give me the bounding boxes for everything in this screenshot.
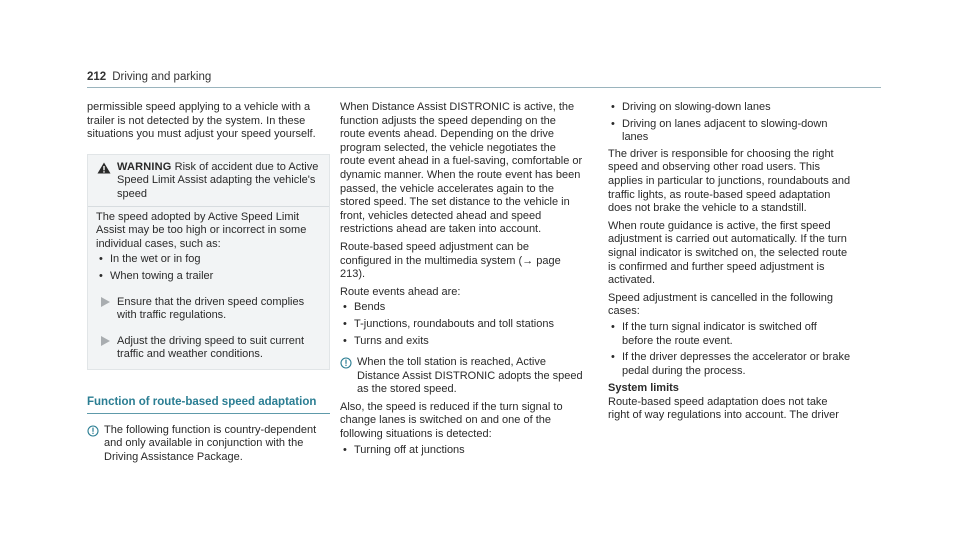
paragraph: Route-based speed adaptation does not take right of way regulations into account. The driver [608,395,839,422]
warning-box [87,154,330,370]
cancel-cases-list [608,321,851,378]
list-item: • If the driver depresses the accelerator or brake pedal during the process. [608,351,851,378]
paragraph: Also, the speed is reduced if the turn signal to change lanes is switched on and one of the following situations is detected: [340,400,563,441]
list-item: • Driving on lanes adjacent to slowing-down lanes [608,118,851,145]
warning-title: Risk of accident due to Active Speed Limit Assist adapting the vehicle's speed [117,160,319,200]
paragraph: The driver is responsible for choosing the right speed and observing other road users. This applies in particular to junctions, roundabouts and traffic lights, as route-based speed adaptation does not brake the vehicle to a standstill. [608,147,851,215]
warning-label: WARNING [117,160,172,173]
intro-paragraph: permissible speed applying to a vehicle with a trailer is not detected by the system. In these situations you must adjust your speed yourself. [87,101,316,141]
list-item: • When towing a trailer [96,270,321,284]
list-item: • T-junctions, roundabouts and toll stations [340,318,583,332]
section-heading: Function of route-based speed adaptation [87,396,330,414]
list-item: • Turning off at junctions [340,444,583,458]
header-rule [87,87,881,88]
page-header [87,71,211,85]
situations-list-continued [608,101,851,145]
system-limits-heading: System limits [608,382,679,395]
info-note: When the toll station is reached, Active Distance Assist DISTRONIC adopts the speed as the stored speed. [340,356,583,397]
paragraph: Route events ahead are: [340,285,461,298]
warning-header [96,161,321,202]
paragraph: Speed adjustment is cancelled in the following cases: [608,291,834,318]
list-item: • Turns and exits [340,335,583,349]
chapter-title: Driving and parking [112,71,212,83]
paragraph: Route-based speed adjustment can be configured in the multimedia system (→ page 213). [340,240,561,281]
info-icon [87,425,99,437]
warning-divider [88,206,329,207]
list-item: • In the wet or in fog [96,253,321,267]
list-item: • Bends [340,301,583,315]
column-left [87,101,330,464]
list-item: • If the turn signal indicator is switched off before the route event. [608,321,851,348]
situations-list [340,444,583,458]
paragraph: When route guidance is active, the first speed adjustment is carried out automatically. If the turn signal indicator is switched on, the selected route is confirmed and further speed adjustment is activated. [608,219,848,287]
route-events-list [340,301,583,348]
info-icon [340,357,352,369]
instruction-step: Adjust the driving speed to suit current traffic and weather conditions. [96,335,321,362]
page-number: 212 [87,71,107,83]
column-right [608,101,851,423]
play-arrow-icon [101,336,110,346]
play-arrow-icon [101,297,110,307]
instruction-step: Ensure that the driven speed complies with traffic regulations. [96,296,321,323]
paragraph: When Distance Assist DISTRONIC is active, the function adjusts the speed depending on the route events ahead. Depending on the drive program selected, the vehicle negotiates the route event ahead in a fuel-saving, comfortable or dynamic manner. When the route event has been passed, the vehicle accelerates again to the stored speed. The set distance to the vehicle in front, vehicles detected ahead and speed restrictions ahead are taken into account. [340,101,583,236]
column-middle [340,101,583,460]
info-note: The following function is country-dependent and only available in conjunction with the Driving Assistance Package. [87,424,330,465]
warning-bullet-list [96,253,321,283]
warning-body: The speed adopted by Active Speed Limit Assist may be too high or incorrect in some individual cases, such as: [96,210,307,250]
list-item: • Driving on slowing-down lanes [608,101,851,115]
warning-triangle-icon [97,162,111,174]
